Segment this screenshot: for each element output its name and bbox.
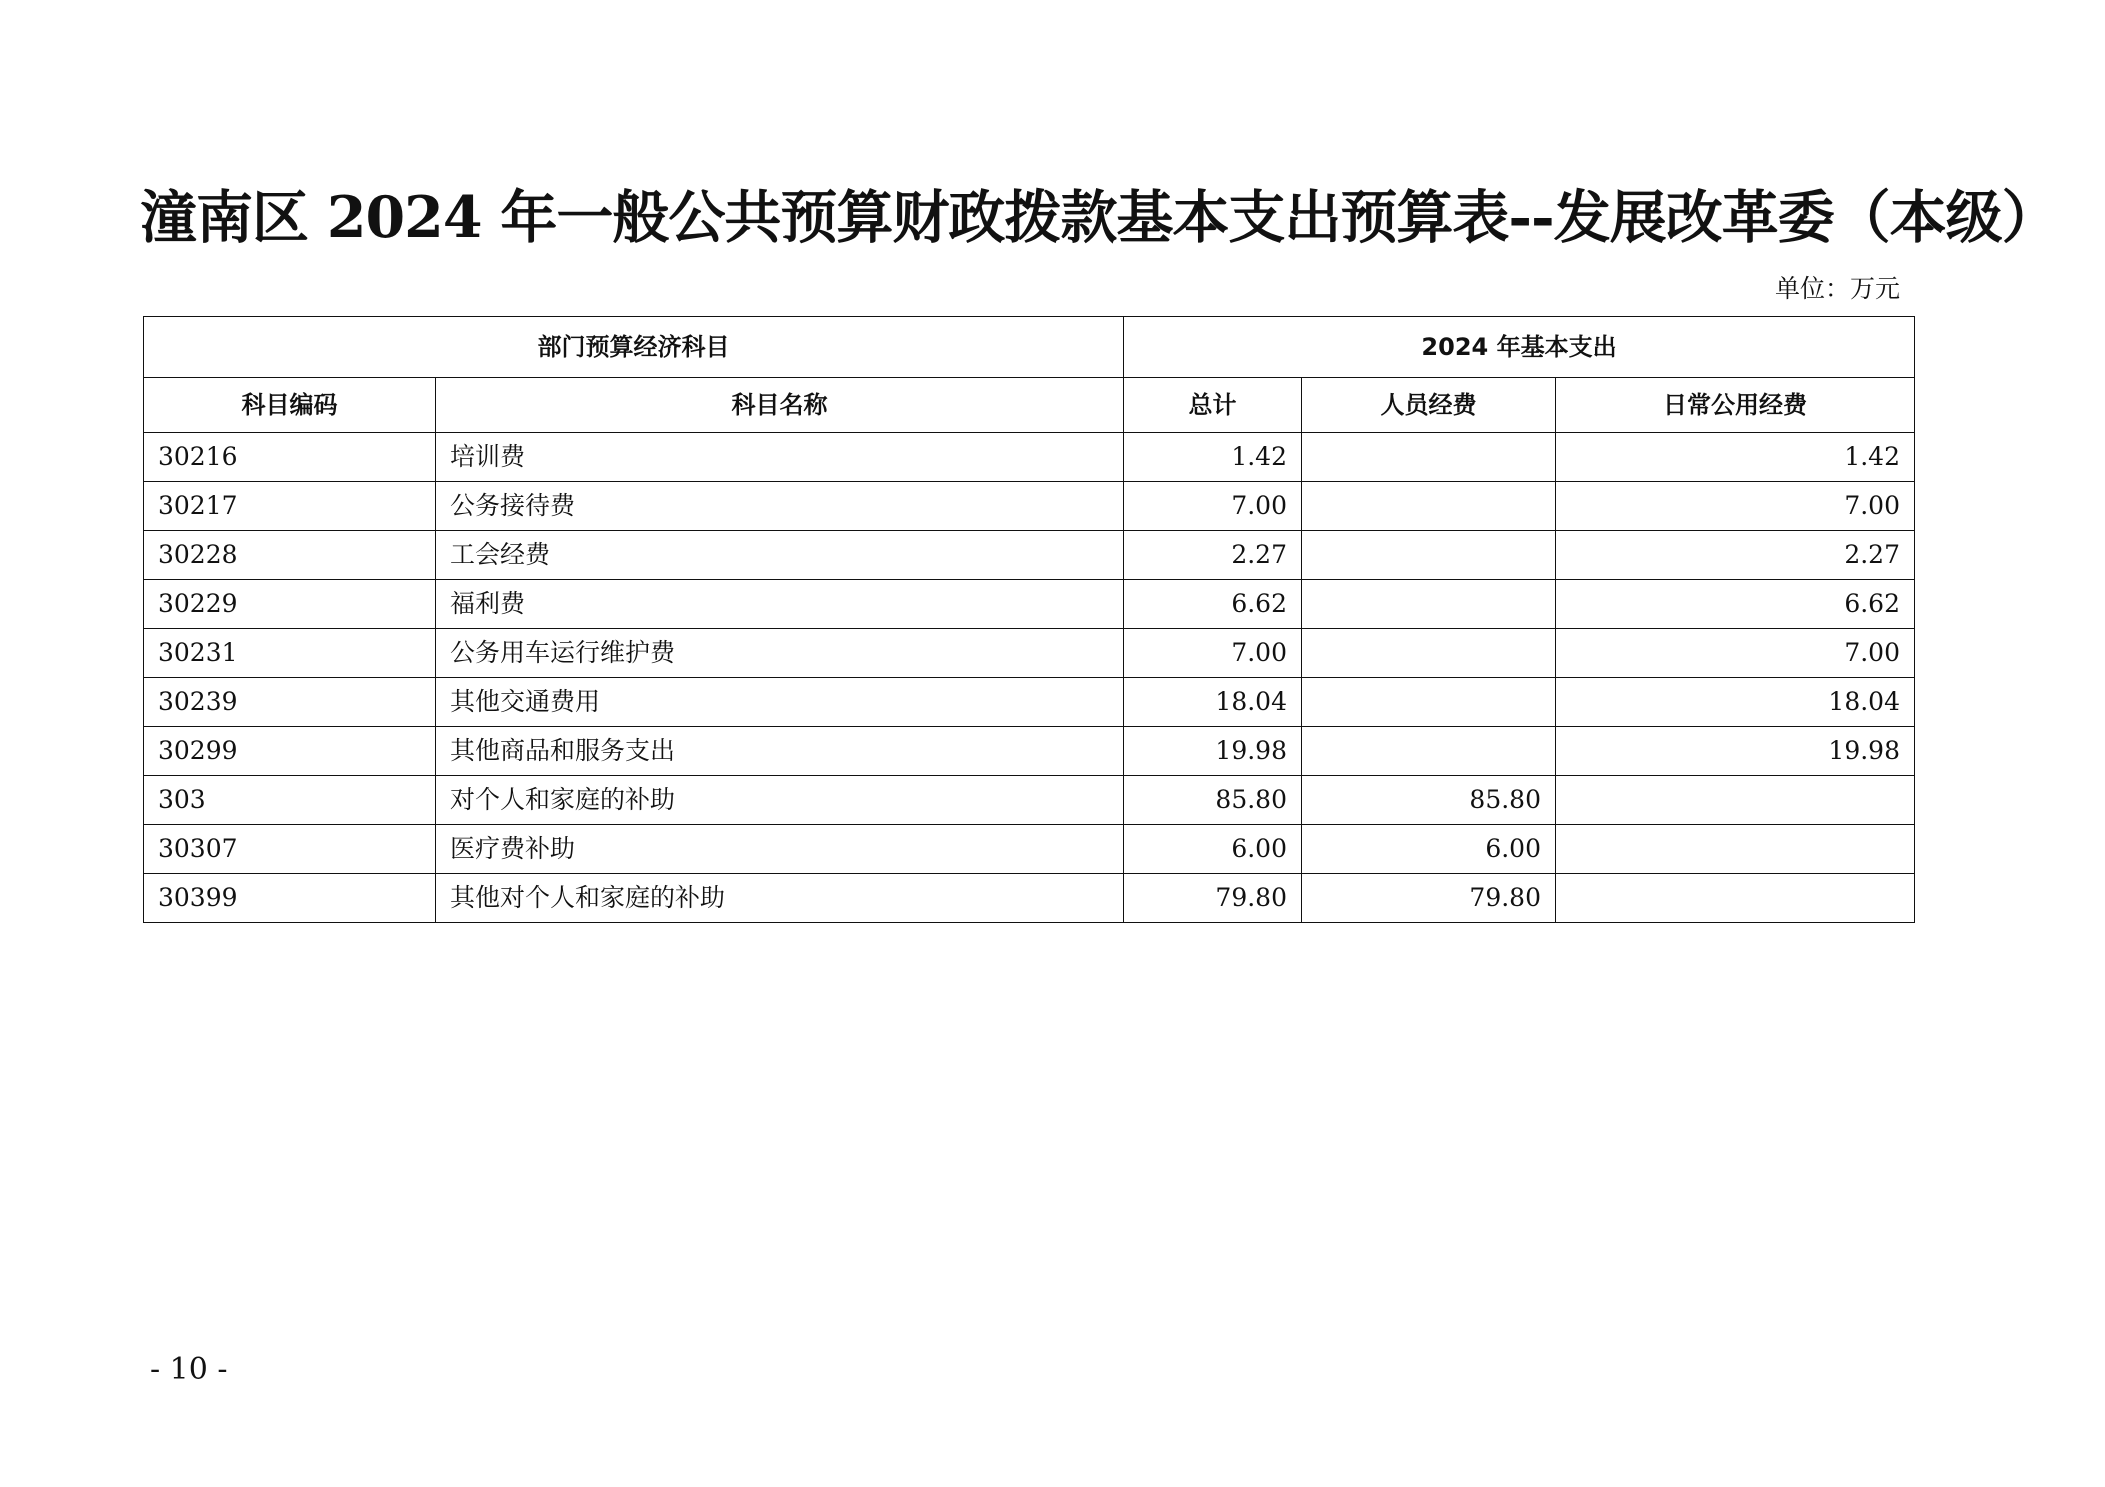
cell-public <box>1556 776 1915 825</box>
cell-name: 公务用车运行维护费 <box>436 629 1124 678</box>
cell-total: 7.00 <box>1124 629 1302 678</box>
cell-code: 30307 <box>144 825 436 874</box>
cell-name: 对个人和家庭的补助 <box>436 776 1124 825</box>
page-title: 潼南区 2024 年一般公共预算财政拨款基本支出预算表--发展改革委（本级） <box>140 184 2058 251</box>
cell-personnel <box>1302 727 1556 776</box>
cell-code: 30399 <box>144 874 436 923</box>
cell-name: 工会经费 <box>436 531 1124 580</box>
table-row <box>144 580 1915 629</box>
cell-total: 7.00 <box>1124 482 1302 531</box>
cell-public: 6.62 <box>1556 580 1915 629</box>
cell-name: 培训费 <box>436 433 1124 482</box>
group-header-basic-expenditure: 2024 年基本支出 <box>1124 317 1915 378</box>
cell-name: 其他交通费用 <box>436 678 1124 727</box>
table-row <box>144 776 1915 825</box>
cell-code: 30239 <box>144 678 436 727</box>
cell-personnel <box>1302 580 1556 629</box>
cell-personnel <box>1302 678 1556 727</box>
cell-total: 85.80 <box>1124 776 1302 825</box>
cell-total: 6.62 <box>1124 580 1302 629</box>
cell-personnel <box>1302 433 1556 482</box>
cell-personnel: 85.80 <box>1302 776 1556 825</box>
table-row <box>144 433 1915 482</box>
cell-personnel <box>1302 482 1556 531</box>
cell-code: 30216 <box>144 433 436 482</box>
cell-public: 1.42 <box>1556 433 1915 482</box>
cell-code: 30229 <box>144 580 436 629</box>
cell-personnel <box>1302 531 1556 580</box>
budget-table-body <box>144 317 1915 923</box>
page-number: - 10 - <box>150 1352 228 1387</box>
table-group-header-row <box>144 317 1915 378</box>
table-row <box>144 874 1915 923</box>
cell-name: 其他对个人和家庭的补助 <box>436 874 1124 923</box>
table-row <box>144 825 1915 874</box>
cell-code: 30228 <box>144 531 436 580</box>
column-header-name: 科目名称 <box>436 378 1124 433</box>
group-header-economic-subject: 部门预算经济科目 <box>144 317 1124 378</box>
cell-total: 6.00 <box>1124 825 1302 874</box>
cell-public: 2.27 <box>1556 531 1915 580</box>
cell-public: 19.98 <box>1556 727 1915 776</box>
cell-code: 30217 <box>144 482 436 531</box>
cell-total: 18.04 <box>1124 678 1302 727</box>
cell-public: 7.00 <box>1556 629 1915 678</box>
cell-personnel <box>1302 629 1556 678</box>
cell-personnel: 79.80 <box>1302 874 1556 923</box>
column-header-total: 总计 <box>1124 378 1302 433</box>
column-header-public: 日常公用经费 <box>1556 378 1915 433</box>
cell-public <box>1556 825 1915 874</box>
table-row <box>144 727 1915 776</box>
cell-code: 30231 <box>144 629 436 678</box>
cell-name: 其他商品和服务支出 <box>436 727 1124 776</box>
budget-table <box>143 316 1915 923</box>
cell-name: 公务接待费 <box>436 482 1124 531</box>
cell-code: 303 <box>144 776 436 825</box>
cell-total: 2.27 <box>1124 531 1302 580</box>
cell-total: 79.80 <box>1124 874 1302 923</box>
table-row <box>144 678 1915 727</box>
unit-label: 单位：万元 <box>1774 274 1900 303</box>
cell-public <box>1556 874 1915 923</box>
cell-public: 18.04 <box>1556 678 1915 727</box>
cell-name: 福利费 <box>436 580 1124 629</box>
table-row <box>144 482 1915 531</box>
cell-public: 7.00 <box>1556 482 1915 531</box>
cell-total: 1.42 <box>1124 433 1302 482</box>
table-column-header-row <box>144 378 1915 433</box>
table-row <box>144 531 1915 580</box>
column-header-personnel: 人员经费 <box>1302 378 1556 433</box>
cell-name: 医疗费补助 <box>436 825 1124 874</box>
cell-total: 19.98 <box>1124 727 1302 776</box>
cell-personnel: 6.00 <box>1302 825 1556 874</box>
table-row <box>144 629 1915 678</box>
column-header-code: 科目编码 <box>144 378 436 433</box>
cell-code: 30299 <box>144 727 436 776</box>
